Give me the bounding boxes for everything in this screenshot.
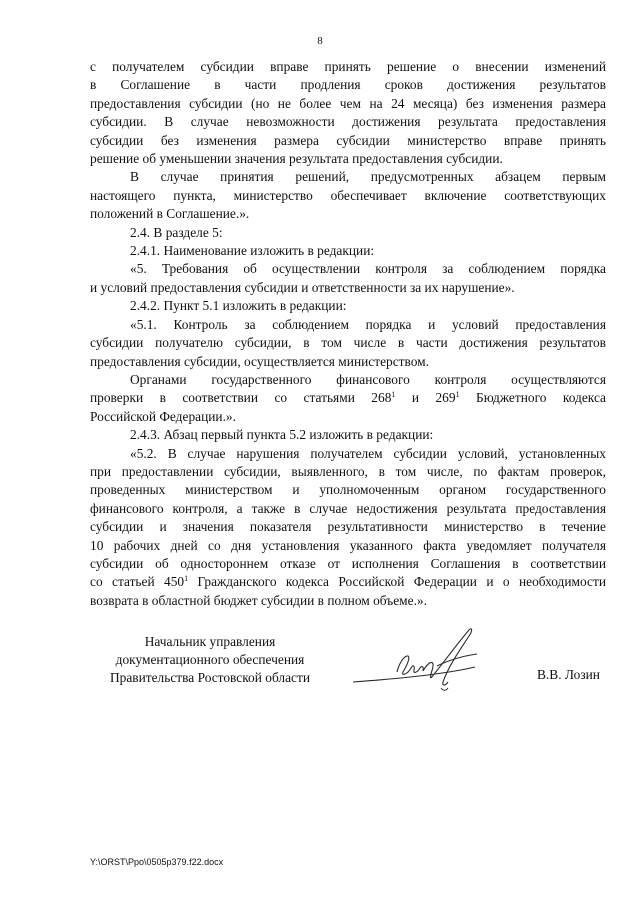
text-fragment: Бюджетного кодекса — [459, 390, 606, 406]
text-fragment: проверки в соответствии со статьями 268 — [90, 390, 392, 406]
text-line: 2.4.2. Пункт 5.1 изложить в редакции: — [130, 298, 347, 314]
signatory-title-line: Правительства Ростовской области — [109, 670, 311, 685]
text-fragment: и 269 — [395, 390, 456, 406]
file-path-footer: Y:\ORST\Ppo\0505p379.f22.docx — [90, 857, 224, 867]
text-line: возврата в областной бюджет субсидии в полном объеме.». — [90, 592, 427, 608]
text-line: положений в Соглашение.». — [90, 206, 250, 222]
text-line — [90, 573, 606, 591]
text-line: субсидии и значения показателя результативности министерство в течение — [90, 519, 606, 535]
text-line — [90, 389, 606, 407]
text-line: предоставления субсидии, осуществляется министерством. — [90, 353, 429, 369]
text-line: в Соглашение в части продления сроков достижения результатов — [90, 77, 606, 93]
text-line: субсидии об одностороннем отказе от исполнения Соглашения в соответствии — [90, 555, 606, 571]
text-line: 2.4.3. Абзац первый пункта 5.2 изложить в редакции: — [130, 427, 434, 443]
text-line: проведенных министерством и уполномоченным органом государственного — [90, 482, 606, 498]
text-line: 10 рабочих дней со дня установления указанного факта уведомляет получателя — [90, 537, 606, 553]
signatory-name: В.В. Лозин — [537, 667, 600, 682]
superscript: 1 — [391, 390, 396, 400]
text-line: решение об уменьшении значения результата предоставления субсидии. — [90, 151, 503, 167]
text-line: Органами государственного финансового контроля осуществляются — [130, 371, 606, 387]
text-line: финансового контроля, а также в случае недостижения результата предоставления — [90, 500, 606, 516]
text-fragment: со статьей 450 — [90, 574, 185, 590]
text-line: с получателем субсидии вправе принять решение о внесении изменений — [90, 59, 606, 74]
text-line: настоящего пункта, министерство обеспечивает включение соответствующих — [90, 187, 606, 203]
signatory-title-line: документационного обеспечения — [115, 652, 305, 667]
text-line: субсидии. В случае невозможности достижения результата предоставления — [90, 114, 606, 130]
superscript: 1 — [184, 574, 189, 584]
text-line: «5.1. Контроль за соблюдением порядка и условий предоставления — [130, 316, 606, 332]
text-line: «5.2. В случае нарушения получателем субсидии условий, установленных — [130, 445, 606, 461]
text-line: Российской Федерации.». — [90, 408, 236, 424]
text-line: субсидии без изменения размера субсидии министерство вправе принять — [90, 132, 606, 148]
page-number: 8 — [317, 35, 323, 47]
signatory-title-line: Начальник управления — [144, 634, 276, 649]
text-line: предоставления субсидии (но не более чем на 24 месяца) без изменения размера — [90, 95, 606, 111]
signatory-title — [90, 633, 330, 687]
handwritten-signature — [345, 620, 495, 700]
text-line: «5. Требования об осуществлении контроля за соблюдением порядка — [130, 261, 606, 277]
text-line: при предоставлении субсидии, выявленного, в том числе, по фактам проверок, — [90, 463, 606, 479]
text-fragment: Гражданского кодекса Российской Федерации и о необходимости — [188, 574, 607, 590]
text-line: 2.4. В разделе 5: — [130, 224, 223, 240]
text-line: 2.4.1. Наименование изложить в редакции: — [130, 243, 375, 259]
document-body — [90, 58, 606, 610]
text-line: В случае принятия решений, предусмотренных абзацем первым — [130, 169, 606, 185]
text-line: субсидии получателю субсидии, в том числе в части достижения результатов — [90, 335, 606, 351]
superscript: 1 — [455, 390, 460, 400]
text-line: и условий предоставления субсидии и ответственности за их нарушение». — [90, 279, 515, 295]
